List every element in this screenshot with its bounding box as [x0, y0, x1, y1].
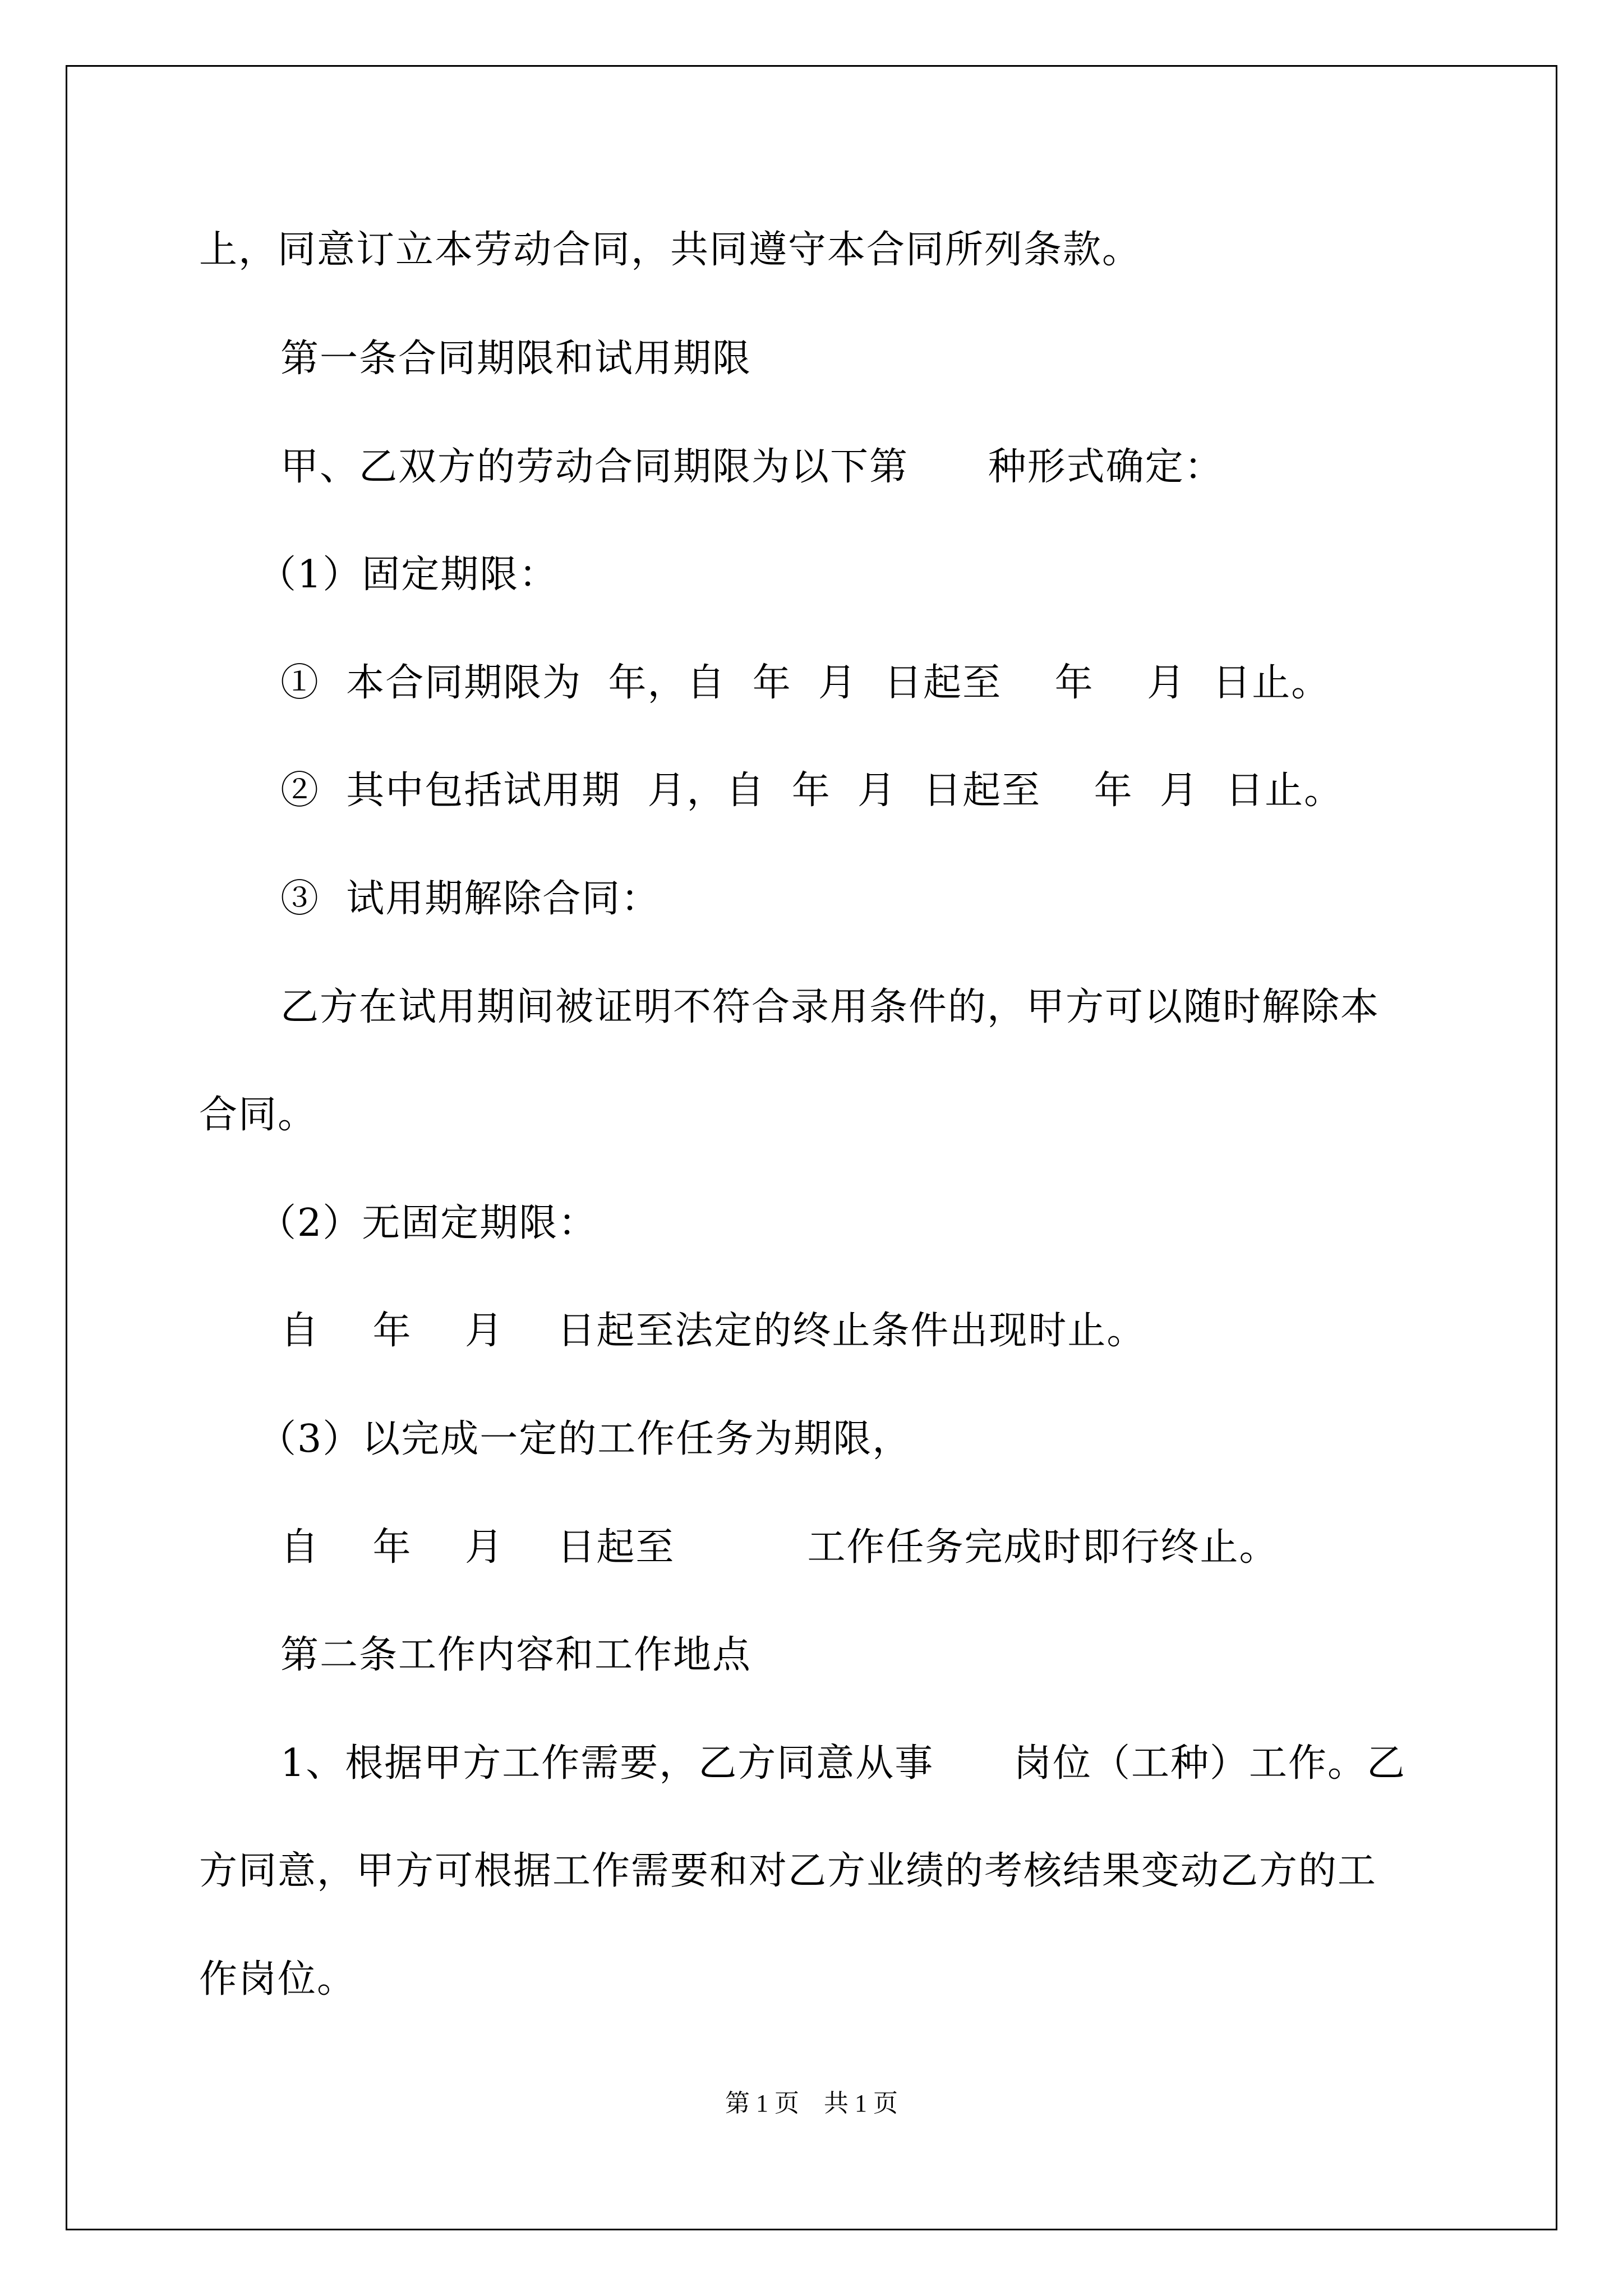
- section-heading-1: 第一条合同期限和试用期限: [280, 337, 752, 381]
- paragraph-line-9: 合同。: [199, 1093, 317, 1137]
- list-item-fixed-term: （1）固定期限：: [258, 553, 559, 597]
- list-item-circled-3: ③ 试用期解除合同：: [280, 877, 661, 921]
- paragraph-line-15: 1、根据甲方工作需要，乙方同意从事 岗位（工种）工作。乙: [280, 1741, 1406, 1786]
- section-heading-2: 第二条工作内容和工作地点: [280, 1633, 752, 1677]
- paragraph-line-17: 作岗位。: [199, 1957, 357, 2001]
- page-footer: 第 1 页 共 1 页: [725, 2090, 898, 2117]
- paragraph-line-11: 自 年 月 日起至法定的终止条件出现时止。: [280, 1309, 1146, 1353]
- paragraph-line-3: 甲、乙双方的劳动合同期限为以下第 种形式确定：: [280, 445, 1224, 489]
- list-item-circled-2: ② 其中包括试用期 月，自 年 月 日起至 年 月 日止。: [280, 769, 1344, 813]
- page-border: [66, 65, 1557, 2230]
- list-item-circled-1: ① 本合同期限为 年，自 年 月 日起至 年 月 日止。: [280, 661, 1331, 705]
- list-item-task-term: （3）以完成一定的工作任务为期限，: [258, 1417, 912, 1461]
- paragraph-line-16: 方同意，甲方可根据工作需要和对乙方业绩的考核结果变动乙方的工: [199, 1849, 1377, 1893]
- paragraph-line-1: 上，同意订立本劳动合同，共同遵守本合同所列条款。: [199, 228, 1142, 272]
- paragraph-line-8: 乙方在试用期间被证明不符合录用条件的，甲方可以随时解除本: [280, 985, 1380, 1029]
- paragraph-line-13: 自 年 月 日起至 工作任务完成时即行终止。: [280, 1525, 1279, 1570]
- list-item-open-term: （2）无固定期限：: [258, 1201, 598, 1245]
